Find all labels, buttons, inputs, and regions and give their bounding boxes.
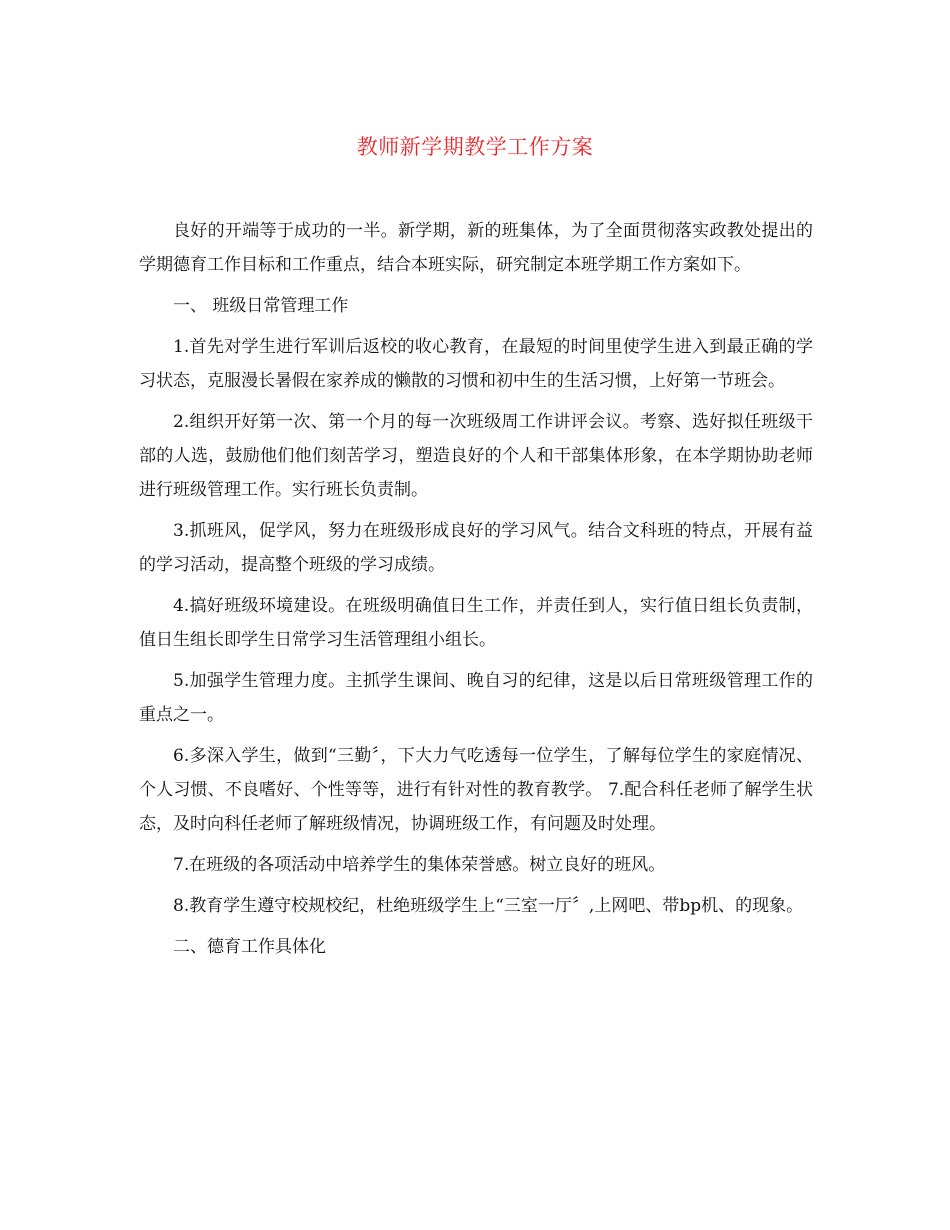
paragraph-intro: 良好的开端等于成功的一半。新学期，新的班集体，为了全面贯彻落实政教处提出的学期德育工作目标和工作重点，结合本班实际，研究制定本班学期工作方案如下。 — [139, 221, 813, 275]
section-heading-moral-education: 二、德育工作具体化 — [173, 937, 326, 957]
paragraph-item-4: 4.搞好班级环境建设。在班级明确值日生工作，并责任到人，实行值日组长负责制，值日生组长即学生日常学习生活管理组小组长。 — [139, 596, 813, 650]
paragraph-item-5: 5.加强学生管理力度。主抓学生课间、晚自习的纪律，这是以后日常班级管理工作的重点之一。 — [139, 671, 813, 725]
paragraph-item-3: 3.抓班风，促学风，努力在班级形成良好的学习风气。结合文科班的特点，开展有益的学习活动，提高整个班级的学习成绩。 — [139, 521, 813, 575]
paragraph-item-1: 1.首先对学生进行军训后返校的收心教育，在最短的时间里使学生进入到最正确的学习状态，克服漫长暑假在家养成的懒散的习惯和初中生的生活习惯，上好第一节班会。 — [139, 337, 813, 391]
paragraph-item-6: 6.多深入学生，做到“三勤〞，下大力气吃透每一位学生，了解每位学生的家庭情况、个人习惯、不良嗜好、个性等等，进行有针对性的教育教学。 7.配合科任老师了解学生状态，及时向科任老师了解班级情况，协调班级工作，有问题及时处理。 — [139, 746, 813, 834]
document-body — [139, 214, 813, 971]
document-title: 教师新学期教学工作方案 — [356, 135, 594, 159]
paragraph-item-7: 7.在班级的各项活动中培养学生的集体荣誉感。树立良好的班风。 — [173, 855, 666, 875]
paragraph-item-8: 8.教育学生遵守校规校纪，杜绝班级学生上“三室一厅〞,上网吧、带bp机、的现象。 — [173, 896, 804, 916]
section-heading-class-management: 一、 班级日常管理工作 — [173, 296, 349, 316]
paragraph-item-2: 2.组织开好第一次、第一个月的每一次班级周工作讲评会议。考察、选好拟任班级干部的人选，鼓励他们他们刻苦学习，塑造良好的个人和干部集体形象，在本学期协助老师进行班级管理工作。实行班长负责制。 — [139, 412, 813, 500]
